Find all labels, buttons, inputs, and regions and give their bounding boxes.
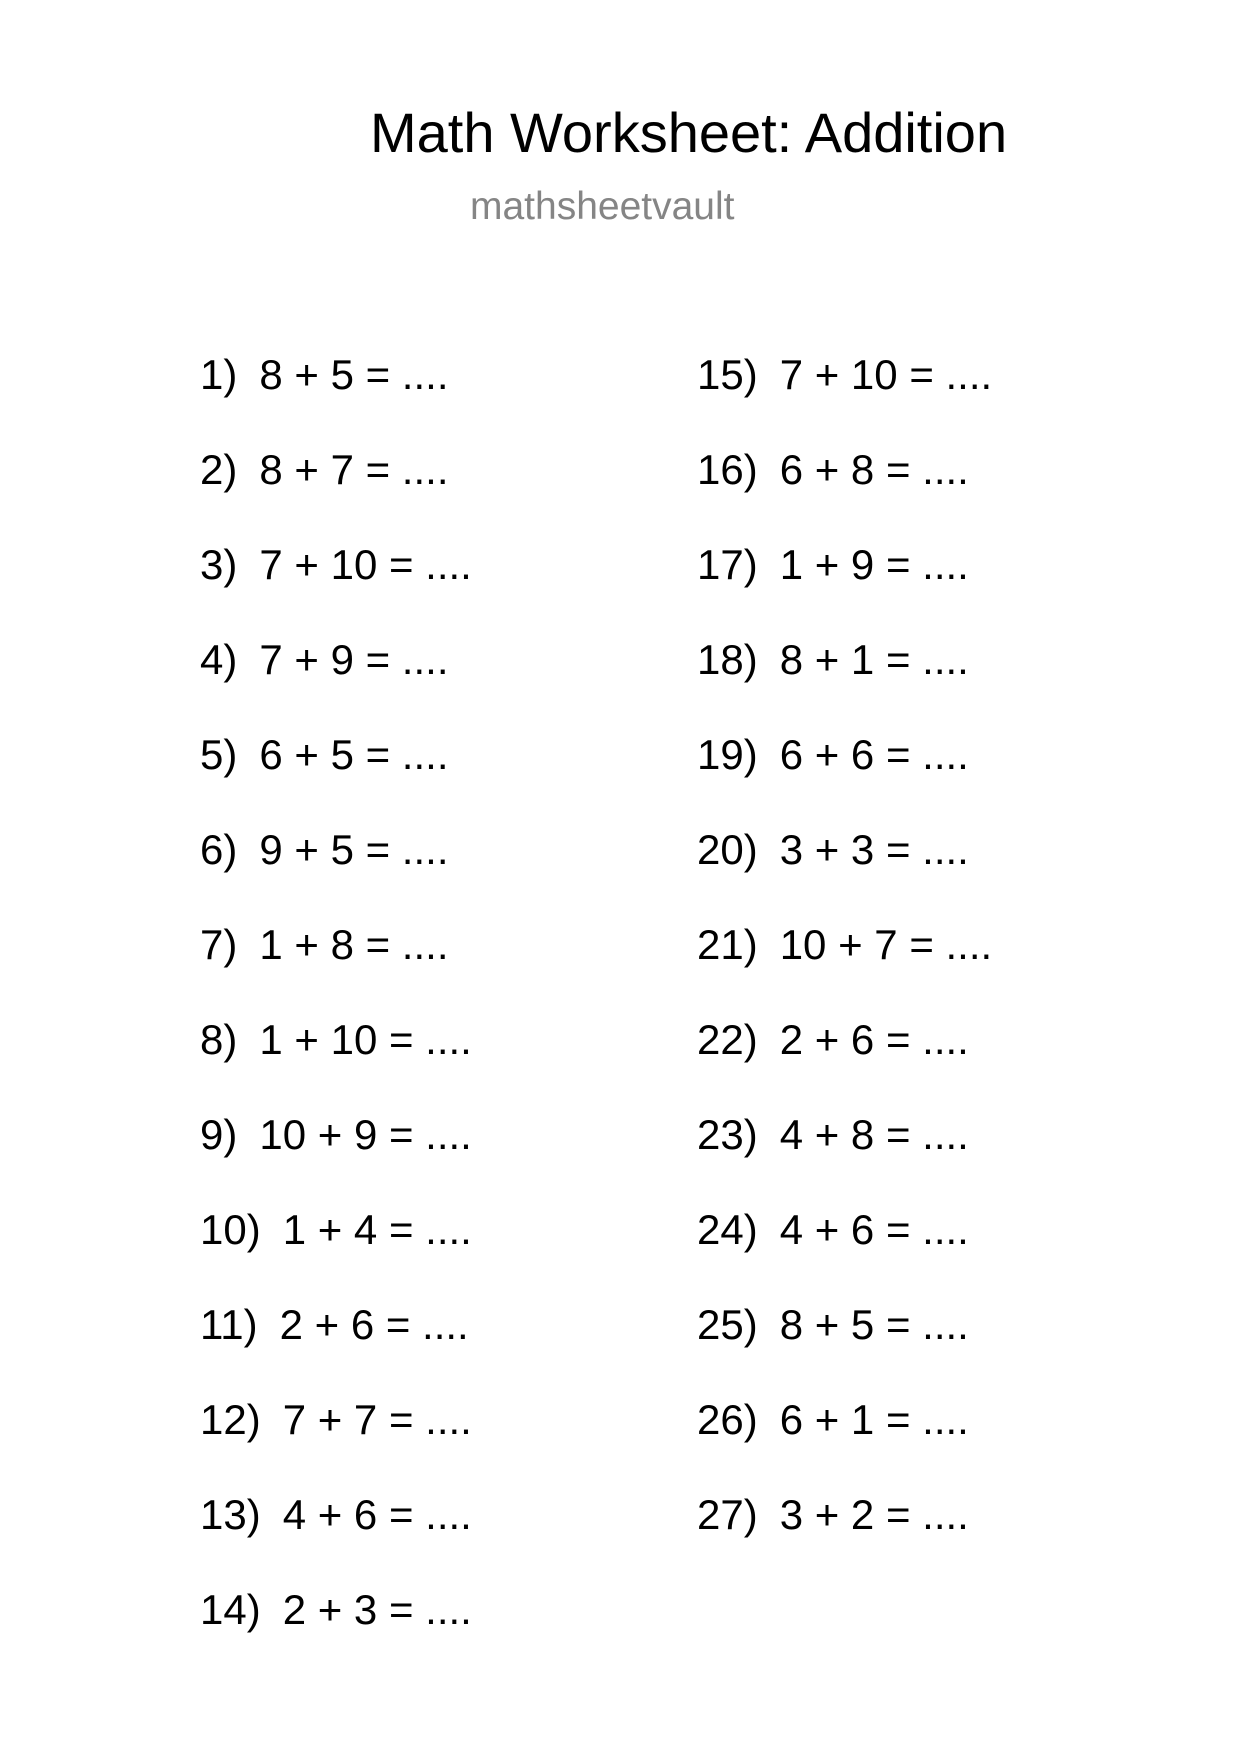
problem-item (697, 1110, 992, 1205)
problem-expression: 6 + 5 = .... (259, 731, 449, 778)
problem-expression: 10 + 7 = .... (779, 921, 993, 968)
problem-item (697, 825, 992, 920)
problem-item (200, 1490, 472, 1585)
problem-expression: 3 + 2 = .... (779, 1491, 969, 1538)
problem-expression: 4 + 8 = .... (779, 1111, 969, 1158)
problem-expression: 7 + 10 = .... (259, 541, 472, 588)
problem-expression: 1 + 4 = .... (282, 1206, 472, 1253)
problem-expression: 2 + 3 = .... (282, 1586, 472, 1633)
problem-expression: 6 + 8 = .... (779, 446, 969, 493)
problem-item (697, 635, 992, 730)
problem-number: 25) (697, 1301, 758, 1348)
problem-expression: 4 + 6 = .... (779, 1206, 969, 1253)
problem-number: 24) (697, 1206, 758, 1253)
problem-expression: 8 + 1 = .... (779, 636, 969, 683)
problem-item (200, 635, 472, 730)
problem-item (200, 1015, 472, 1110)
problem-item (200, 1205, 472, 1300)
problem-column-right (697, 350, 992, 1585)
problem-item (200, 445, 472, 540)
problem-item (697, 920, 992, 1015)
problem-number: 2) (200, 446, 238, 493)
problem-expression: 6 + 1 = .... (779, 1396, 969, 1443)
problem-item (697, 1395, 992, 1490)
problem-number: 20) (697, 826, 758, 873)
problem-number: 26) (697, 1396, 758, 1443)
problem-expression: 7 + 7 = .... (282, 1396, 472, 1443)
problem-expression: 10 + 9 = .... (259, 1111, 472, 1158)
problem-expression: 3 + 3 = .... (779, 826, 969, 873)
problem-expression: 2 + 6 = .... (279, 1301, 469, 1348)
problem-expression: 8 + 7 = .... (259, 446, 449, 493)
page-subtitle: mathsheetvault (470, 185, 735, 228)
problem-number: 3) (200, 541, 238, 588)
problem-expression: 2 + 6 = .... (779, 1016, 969, 1063)
problem-item (697, 540, 992, 635)
problem-number: 16) (697, 446, 758, 493)
problem-expression: 7 + 10 = .... (779, 351, 993, 398)
problem-number: 6) (200, 826, 238, 873)
problem-number: 18) (697, 636, 758, 683)
problem-number: 8) (200, 1016, 238, 1063)
problem-item (697, 1300, 992, 1395)
problem-number: 13) (200, 1491, 261, 1538)
problem-item (200, 730, 472, 825)
problem-number: 9) (200, 1111, 238, 1158)
problem-item (697, 730, 992, 825)
problem-expression: 8 + 5 = .... (259, 351, 449, 398)
problem-number: 19) (697, 731, 758, 778)
problem-item (697, 445, 992, 540)
problem-expression: 8 + 5 = .... (779, 1301, 969, 1348)
problem-number: 17) (697, 541, 758, 588)
problem-expression: 1 + 9 = .... (779, 541, 969, 588)
problem-expression: 1 + 10 = .... (259, 1016, 472, 1063)
problem-item (200, 1585, 472, 1680)
problem-number: 5) (200, 731, 238, 778)
problem-expression: 1 + 8 = .... (259, 921, 449, 968)
problem-expression: 7 + 9 = .... (259, 636, 449, 683)
problem-item (697, 350, 992, 445)
problem-number: 7) (200, 921, 238, 968)
problem-number: 22) (697, 1016, 758, 1063)
problem-number: 12) (200, 1396, 261, 1443)
problem-item (200, 1395, 472, 1490)
problem-expression: 4 + 6 = .... (282, 1491, 472, 1538)
problem-item (200, 920, 472, 1015)
problem-item (200, 540, 472, 635)
problem-expression: 9 + 5 = .... (259, 826, 449, 873)
problem-item (697, 1015, 992, 1110)
problem-item (200, 1300, 472, 1395)
problem-item (697, 1490, 992, 1585)
problem-item (200, 1110, 472, 1205)
problem-number: 11) (200, 1301, 258, 1348)
problem-number: 15) (697, 351, 758, 398)
problem-number: 1) (200, 351, 238, 398)
problem-number: 4) (200, 636, 238, 683)
problem-number: 21) (697, 921, 758, 968)
problem-number: 10) (200, 1206, 261, 1253)
problem-column-left (200, 350, 472, 1680)
problem-number: 23) (697, 1111, 758, 1158)
problem-number: 14) (200, 1586, 261, 1633)
problem-number: 27) (697, 1491, 758, 1538)
problem-item (200, 350, 472, 445)
problem-expression: 6 + 6 = .... (779, 731, 969, 778)
page-title: Math Worksheet: Addition (370, 101, 1008, 164)
problem-item (200, 825, 472, 920)
problem-item (697, 1205, 992, 1300)
